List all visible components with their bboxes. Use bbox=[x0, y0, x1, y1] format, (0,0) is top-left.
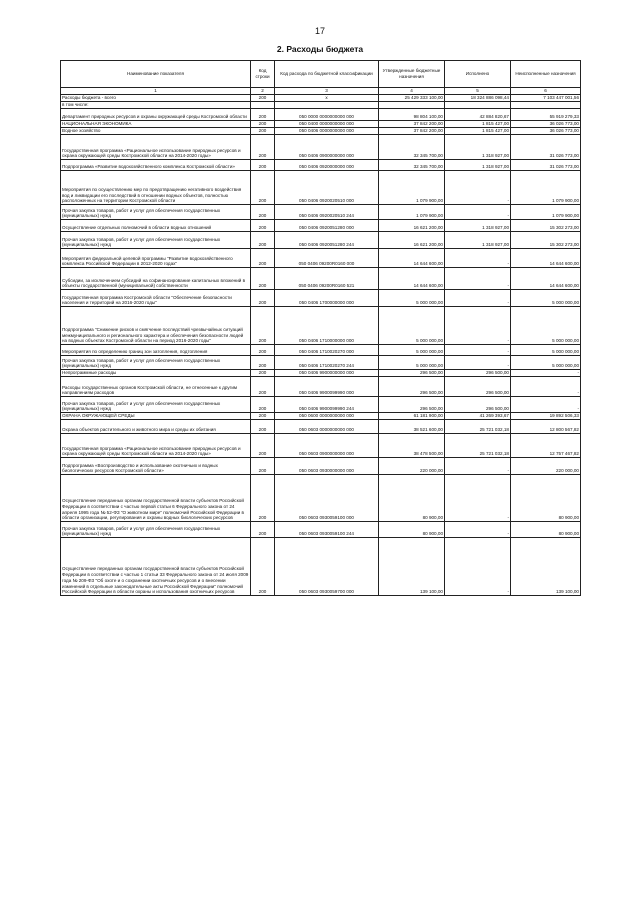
row-unexecuted-amount: 12 800 567,82 bbox=[511, 420, 581, 434]
column-number: 2 bbox=[251, 88, 275, 95]
row-classification-code: 050 0406 0000000000 000 bbox=[275, 128, 379, 135]
row-name: Государственная программа «Рациональное использование природных ресурсов и охрана окружающей среды Костромской области на 2014-2020 годы» bbox=[61, 135, 251, 160]
row-approved-amount: 5 000 000,00 bbox=[379, 345, 445, 356]
column-number: 6 bbox=[511, 88, 581, 95]
table-row bbox=[61, 307, 581, 345]
row-unexecuted-amount: 139 100,00 bbox=[511, 538, 581, 596]
row-line-code: 200 bbox=[251, 458, 275, 475]
row-unexecuted-amount: 36 026 773,00 bbox=[511, 128, 581, 135]
row-unexecuted-amount: 31 026 773,00 bbox=[511, 135, 581, 160]
row-name: Охрана объектов растительного и животного мира и среды их обитания bbox=[61, 420, 251, 434]
header-line-code: Код строки bbox=[251, 61, 275, 88]
row-name: Прочая закупка товаров, работ и услуг для обеспечения государственных (муниципальных) нужд bbox=[61, 232, 251, 249]
row-approved-amount: 61 181 900,00 bbox=[379, 413, 445, 420]
row-name: Осуществление переданных органам государственной власти субъектов Российской Федерации в соответствии с частью первой статьи 6 Федерального закона от 24 апреля 1995 года № 52-ФЗ "О животном мире" полномочий Российской Федерации в области организации, регулирования и охраны водных биологических ресурсов bbox=[61, 475, 251, 522]
row-executed-amount: 1 318 927,00 bbox=[445, 232, 511, 249]
row-executed-amount: 25 721 032,18 bbox=[445, 420, 511, 434]
row-unexecuted-amount bbox=[511, 102, 581, 109]
row-unexecuted-amount: 19 892 506,33 bbox=[511, 413, 581, 420]
row-line-code: 200 bbox=[251, 522, 275, 538]
row-classification-code: 050 0603 0000000000 000 bbox=[275, 420, 379, 434]
header-budget-classification-code: Код расхода по бюджетной классификации bbox=[275, 61, 379, 88]
table-row bbox=[61, 458, 581, 475]
row-name: Государственная программа Костромской области "Обеспечение безопасности населения и территорий на 2016-2020 годы" bbox=[61, 290, 251, 307]
row-approved-amount: 5 000 000,00 bbox=[379, 290, 445, 307]
row-name: Государственная программа «Рациональное использование природных ресурсов и охрана окружающей среды Костромской области на 2014-2020 годы» bbox=[61, 434, 251, 458]
table-row bbox=[61, 356, 581, 370]
row-line-code: 200 bbox=[251, 307, 275, 345]
table-row bbox=[61, 370, 581, 377]
row-executed-amount: - bbox=[445, 458, 511, 475]
header-unexecuted: Неисполненные назначения bbox=[511, 61, 581, 88]
row-approved-amount: 16 621 200,00 bbox=[379, 232, 445, 249]
page-number: 17 bbox=[314, 26, 325, 36]
header-indicator-name: Наименование показателя bbox=[61, 61, 251, 88]
row-line-code: 200 bbox=[251, 290, 275, 307]
row-unexecuted-amount: 7 103 447 001,56 bbox=[511, 95, 581, 102]
row-line-code: 200 bbox=[251, 160, 275, 171]
row-classification-code: 050 0406 9900000000 000 bbox=[275, 370, 379, 377]
row-classification-code: 050 0400 0000000000 000 bbox=[275, 121, 379, 128]
column-number: 5 bbox=[445, 88, 511, 95]
row-unexecuted-amount: 36 026 773,00 bbox=[511, 121, 581, 128]
row-executed-amount: - bbox=[445, 171, 511, 205]
row-unexecuted-amount: - bbox=[511, 397, 581, 413]
row-classification-code: 050 0406 0920000000 000 bbox=[275, 160, 379, 171]
row-unexecuted-amount: 220 000,00 bbox=[511, 458, 581, 475]
header-executed: Исполнено bbox=[445, 61, 511, 88]
table-row bbox=[61, 290, 581, 307]
row-approved-amount: 139 100,00 bbox=[379, 538, 445, 596]
row-approved-amount: 80 900,00 bbox=[379, 522, 445, 538]
row-approved-amount: 1 079 900,00 bbox=[379, 171, 445, 205]
row-name: Осуществление отдельных полномочий в области водных отношений bbox=[61, 220, 251, 232]
row-classification-code: 050 0406 1710000000 000 bbox=[275, 307, 379, 345]
table-row bbox=[61, 128, 581, 135]
table-row bbox=[61, 475, 581, 522]
row-approved-amount: 25 429 333 100,00 bbox=[379, 95, 445, 102]
row-line-code: 200 bbox=[251, 268, 275, 290]
row-name: Мероприятия по осуществлению мер по предотвращению негативного воздействия вод и ликвидации его последствий в отношении водных объектов, полностью расположенных на территории Костромской области bbox=[61, 171, 251, 205]
row-unexecuted-amount: - bbox=[511, 377, 581, 397]
table-row bbox=[61, 522, 581, 538]
row-unexecuted-amount: 80 900,00 bbox=[511, 475, 581, 522]
row-executed-amount: - bbox=[445, 290, 511, 307]
row-name: НАЦИОНАЛЬНАЯ ЭКОНОМИКА bbox=[61, 121, 251, 128]
row-line-code: 200 bbox=[251, 128, 275, 135]
row-name: Прочая закупка товаров, работ и услуг для обеспечения государственных (муниципальных) нужд bbox=[61, 356, 251, 370]
row-classification-code: 050 0406 1710020270 000 bbox=[275, 345, 379, 356]
row-approved-amount: 32 345 700,00 bbox=[379, 135, 445, 160]
row-approved-amount: 296 500,00 bbox=[379, 377, 445, 397]
row-classification-code: 050 0603 0900000000 000 bbox=[275, 434, 379, 458]
row-executed-amount: 18 324 886 098,44 bbox=[445, 95, 511, 102]
table-row bbox=[61, 102, 581, 109]
row-line-code bbox=[251, 102, 275, 109]
row-approved-amount bbox=[379, 102, 445, 109]
row-executed-amount: 25 721 032,18 bbox=[445, 434, 511, 458]
row-line-code: 200 bbox=[251, 109, 275, 121]
row-approved-amount: 14 644 600,00 bbox=[379, 268, 445, 290]
table-row bbox=[61, 205, 581, 220]
row-executed-amount: 296 500,00 bbox=[445, 370, 511, 377]
row-executed-amount bbox=[445, 102, 511, 109]
table-row bbox=[61, 420, 581, 434]
row-approved-amount: 98 804 100,00 bbox=[379, 109, 445, 121]
row-line-code: 200 bbox=[251, 205, 275, 220]
row-line-code: 200 bbox=[251, 95, 275, 102]
row-line-code: 200 bbox=[251, 135, 275, 160]
row-classification-code: 050 0406 0920020510 000 bbox=[275, 171, 379, 205]
column-number-row bbox=[61, 88, 581, 95]
column-number: 1 bbox=[61, 88, 251, 95]
row-classification-code: 050 0600 0000000000 000 bbox=[275, 413, 379, 420]
row-name: Расходы государственных органов Костромской области, не отнесенные к другим направлениям расходов bbox=[61, 377, 251, 397]
row-unexecuted-amount: 5 000 000,00 bbox=[511, 307, 581, 345]
row-approved-amount: 1 079 900,00 bbox=[379, 205, 445, 220]
row-name: Мероприятия по определению границ зон затопления, подтопления bbox=[61, 345, 251, 356]
row-executed-amount: - bbox=[445, 268, 511, 290]
row-name: Расходы бюджета - всего bbox=[61, 95, 251, 102]
row-classification-code: 050 0406 0920051280 000 bbox=[275, 220, 379, 232]
table-row bbox=[61, 538, 581, 596]
row-name: Субсидии, за исключением субсидий на софинансирование капитальных вложений в объекты государственной (муниципальной) собственности bbox=[61, 268, 251, 290]
row-name: Департамент природных ресурсов и охраны окружающей среды Костромской области bbox=[61, 109, 251, 121]
table-header-row bbox=[61, 61, 581, 88]
row-line-code: 200 bbox=[251, 377, 275, 397]
row-classification-code: 050 0406 9900099990 244 bbox=[275, 397, 379, 413]
row-approved-amount: 80 900,00 bbox=[379, 475, 445, 522]
row-classification-code: x bbox=[275, 95, 379, 102]
row-name: Прочая закупка товаров, работ и услуг для обеспечения государственных (муниципальных) нужд bbox=[61, 205, 251, 220]
row-classification-code: 050 0406 09200R0160 521 bbox=[275, 268, 379, 290]
row-executed-amount: 41 269 393,67 bbox=[445, 413, 511, 420]
table-row bbox=[61, 160, 581, 171]
table-row bbox=[61, 232, 581, 249]
row-executed-amount: - bbox=[445, 205, 511, 220]
row-approved-amount: 38 521 600,00 bbox=[379, 420, 445, 434]
table-row bbox=[61, 171, 581, 205]
row-name: Осуществление переданных органам государственной власти субъектов Российской Федерации в соответствии с частью 1 статьи 33 Федерального закона от 24 июля 2009 года № 209-ФЗ "Об охоте и о сохранении охотничьих ресурсов и о внесении изменений в отдельные законодательные акты Российской Федерации" полномочий Российской Федерации в области охраны и использования охотничьих ресурсов bbox=[61, 538, 251, 596]
table-row bbox=[61, 135, 581, 160]
row-approved-amount: 16 621 200,00 bbox=[379, 220, 445, 232]
row-executed-amount: 1 318 927,00 bbox=[445, 220, 511, 232]
row-name: Непрограммные расходы bbox=[61, 370, 251, 377]
row-approved-amount: 296 500,00 bbox=[379, 370, 445, 377]
table-row bbox=[61, 397, 581, 413]
row-executed-amount: 296 500,00 bbox=[445, 377, 511, 397]
row-name: Прочая закупка товаров, работ и услуг для обеспечения государственных (муниципальных) нужд bbox=[61, 397, 251, 413]
row-line-code: 200 bbox=[251, 475, 275, 522]
row-approved-amount: 37 842 200,00 bbox=[379, 128, 445, 135]
row-approved-amount: 38 478 500,00 bbox=[379, 434, 445, 458]
row-executed-amount: - bbox=[445, 538, 511, 596]
row-approved-amount: 14 644 600,00 bbox=[379, 249, 445, 268]
row-unexecuted-amount: 5 000 000,00 bbox=[511, 345, 581, 356]
section-title: 2. Расходы бюджета bbox=[276, 44, 364, 54]
row-executed-amount: - bbox=[445, 345, 511, 356]
row-line-code: 200 bbox=[251, 220, 275, 232]
row-classification-code: 050 0000 0000000000 000 bbox=[275, 109, 379, 121]
table-row bbox=[61, 95, 581, 102]
row-classification-code: 050 0603 0930059100 244 bbox=[275, 522, 379, 538]
row-classification-code: 050 0406 1710020270 244 bbox=[275, 356, 379, 370]
row-executed-amount: - bbox=[445, 522, 511, 538]
row-classification-code: 050 0406 9900099990 000 bbox=[275, 377, 379, 397]
row-classification-code: 050 0603 0930000000 000 bbox=[275, 458, 379, 475]
header-approved: Утвержденные бюджетные назначения bbox=[379, 61, 445, 88]
column-number: 4 bbox=[379, 88, 445, 95]
column-number: 3 bbox=[275, 88, 379, 95]
row-name: Подпрограмма «Воспроизводство и использование охотничьих и водных биологических ресурсов Костромской области» bbox=[61, 458, 251, 475]
row-classification-code: 050 0406 0900000000 000 bbox=[275, 135, 379, 160]
row-name: Прочая закупка товаров, работ и услуг для обеспечения государственных (муниципальных) нужд bbox=[61, 522, 251, 538]
table-row bbox=[61, 377, 581, 397]
row-name: в том числе: bbox=[61, 102, 251, 109]
row-unexecuted-amount: 55 919 279,33 bbox=[511, 109, 581, 121]
row-approved-amount: 37 842 200,00 bbox=[379, 121, 445, 128]
budget-expenses-table bbox=[60, 60, 581, 596]
row-unexecuted-amount: 15 302 273,00 bbox=[511, 220, 581, 232]
row-approved-amount: 5 000 000,00 bbox=[379, 356, 445, 370]
row-line-code: 200 bbox=[251, 121, 275, 128]
table-row bbox=[61, 345, 581, 356]
row-classification-code: 050 0406 0920051280 244 bbox=[275, 232, 379, 249]
row-executed-amount: 1 318 927,00 bbox=[445, 160, 511, 171]
row-unexecuted-amount: 1 079 900,00 bbox=[511, 205, 581, 220]
table-row bbox=[61, 121, 581, 128]
row-unexecuted-amount: 15 302 273,00 bbox=[511, 232, 581, 249]
row-executed-amount: 1 815 427,00 bbox=[445, 128, 511, 135]
row-unexecuted-amount: - bbox=[511, 370, 581, 377]
row-line-code: 200 bbox=[251, 232, 275, 249]
row-approved-amount: 296 500,00 bbox=[379, 397, 445, 413]
row-approved-amount: 5 000 000,00 bbox=[379, 307, 445, 345]
row-executed-amount: 42 884 820,67 bbox=[445, 109, 511, 121]
row-line-code: 200 bbox=[251, 249, 275, 268]
row-classification-code bbox=[275, 102, 379, 109]
row-approved-amount: 220 000,00 bbox=[379, 458, 445, 475]
row-unexecuted-amount: 5 000 000,00 bbox=[511, 356, 581, 370]
table-row bbox=[61, 220, 581, 232]
row-approved-amount: 32 345 700,00 bbox=[379, 160, 445, 171]
row-name: Подпрограмма "Снижение рисков и смягчение последствий чрезвычайных ситуаций межмуниципального и регионального характера и обеспечения безопасности людей на водных объектах Костромской области на период 2016-2020 годы" bbox=[61, 307, 251, 345]
table-row bbox=[61, 434, 581, 458]
row-executed-amount: - bbox=[445, 307, 511, 345]
row-unexecuted-amount: 80 900,00 bbox=[511, 522, 581, 538]
row-unexecuted-amount: 5 000 000,00 bbox=[511, 290, 581, 307]
row-name: ОХРАНА ОКРУЖАЮЩЕЙ СРЕДЫ bbox=[61, 413, 251, 420]
row-line-code: 200 bbox=[251, 345, 275, 356]
row-name: Подпрограмма «Развитие водохозяйственного комплекса Костромской области» bbox=[61, 160, 251, 171]
row-unexecuted-amount: 14 644 600,00 bbox=[511, 249, 581, 268]
row-executed-amount: 1 318 927,00 bbox=[445, 135, 511, 160]
row-executed-amount: 296 500,00 bbox=[445, 397, 511, 413]
row-classification-code: 050 0406 0920020510 244 bbox=[275, 205, 379, 220]
row-unexecuted-amount: 1 079 900,00 bbox=[511, 171, 581, 205]
row-classification-code: 050 0406 09200R0160 000 bbox=[275, 249, 379, 268]
row-unexecuted-amount: 14 644 600,00 bbox=[511, 268, 581, 290]
row-executed-amount: - bbox=[445, 356, 511, 370]
table-row bbox=[61, 109, 581, 121]
row-line-code: 200 bbox=[251, 171, 275, 205]
row-line-code: 200 bbox=[251, 356, 275, 370]
table-row bbox=[61, 413, 581, 420]
row-executed-amount: - bbox=[445, 249, 511, 268]
row-classification-code: 050 0406 1700000000 000 bbox=[275, 290, 379, 307]
row-unexecuted-amount: 12 757 467,82 bbox=[511, 434, 581, 458]
row-line-code: 200 bbox=[251, 420, 275, 434]
table-row bbox=[61, 249, 581, 268]
row-executed-amount: 1 815 427,00 bbox=[445, 121, 511, 128]
row-name: Мероприятия федеральной целевой программы "Развитие водохозяйственного комплекса Российской Федерации в 2012-2020 годах" bbox=[61, 249, 251, 268]
row-line-code: 200 bbox=[251, 538, 275, 596]
row-executed-amount: - bbox=[445, 475, 511, 522]
row-line-code: 200 bbox=[251, 413, 275, 420]
row-unexecuted-amount: 31 026 773,00 bbox=[511, 160, 581, 171]
row-line-code: 200 bbox=[251, 397, 275, 413]
row-line-code: 200 bbox=[251, 434, 275, 458]
row-name: Водное хозяйство bbox=[61, 128, 251, 135]
table-row bbox=[61, 268, 581, 290]
row-classification-code: 050 0603 0930059700 000 bbox=[275, 538, 379, 596]
row-line-code: 200 bbox=[251, 370, 275, 377]
row-classification-code: 050 0603 0930059100 000 bbox=[275, 475, 379, 522]
